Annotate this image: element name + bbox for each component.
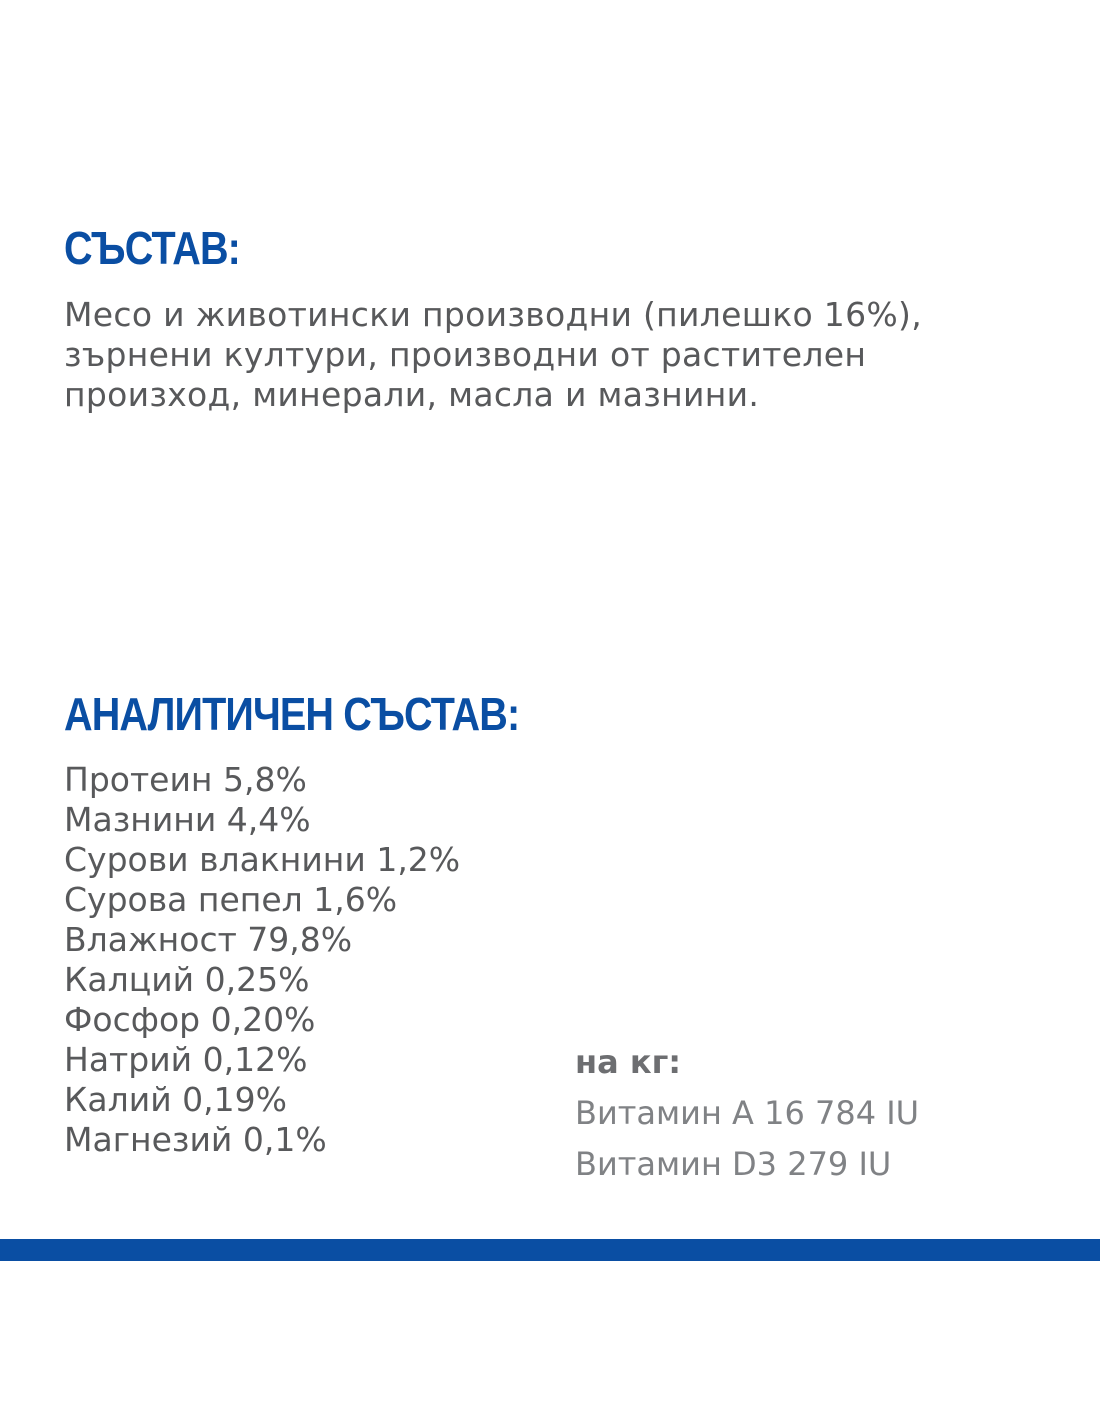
- analytical-item-crude-ash: Сурова пепел 1,6%: [64, 880, 398, 919]
- analytical-list: [64, 760, 460, 1160]
- analytical-item-crude-fibre: Сурови влакнини 1,2%: [64, 840, 461, 879]
- vitamin-a: Витамин А 16 784 IU: [575, 1094, 920, 1132]
- per-kg-section: [575, 1042, 919, 1190]
- vitamin-list: [575, 1088, 919, 1190]
- composition-heading: СЪСТАВ:: [64, 222, 241, 274]
- bottom-accent-bar: [0, 1239, 1100, 1261]
- per-kg-label: на кг:: [575, 1043, 682, 1081]
- analytical-item-potassium: Калий 0,19%: [64, 1080, 287, 1119]
- analytical-item-magnesium: Магнезий 0,1%: [64, 1120, 327, 1159]
- analytical-item-fat: Мазнини 4,4%: [64, 800, 311, 839]
- analytical-item-phosphorus: Фосфор 0,20%: [64, 1000, 316, 1039]
- analytical-item-moisture: Влажност 79,8%: [64, 920, 353, 959]
- vitamin-d3: Витамин D3 279 IU: [575, 1145, 892, 1183]
- analytical-item-sodium: Натрий 0,12%: [64, 1040, 308, 1079]
- analytical-composition-heading: АНАЛИТИЧЕН СЪСТАВ:: [64, 688, 520, 740]
- composition-text: Месо и животински производни (пилешко 16%), зърнени култури, производни от растителен произход, минерали, масла и мазнини.: [64, 295, 922, 414]
- analytical-item-protein: Протеин 5,8%: [64, 760, 307, 799]
- analytical-item-calcium: Калций 0,25%: [64, 960, 310, 999]
